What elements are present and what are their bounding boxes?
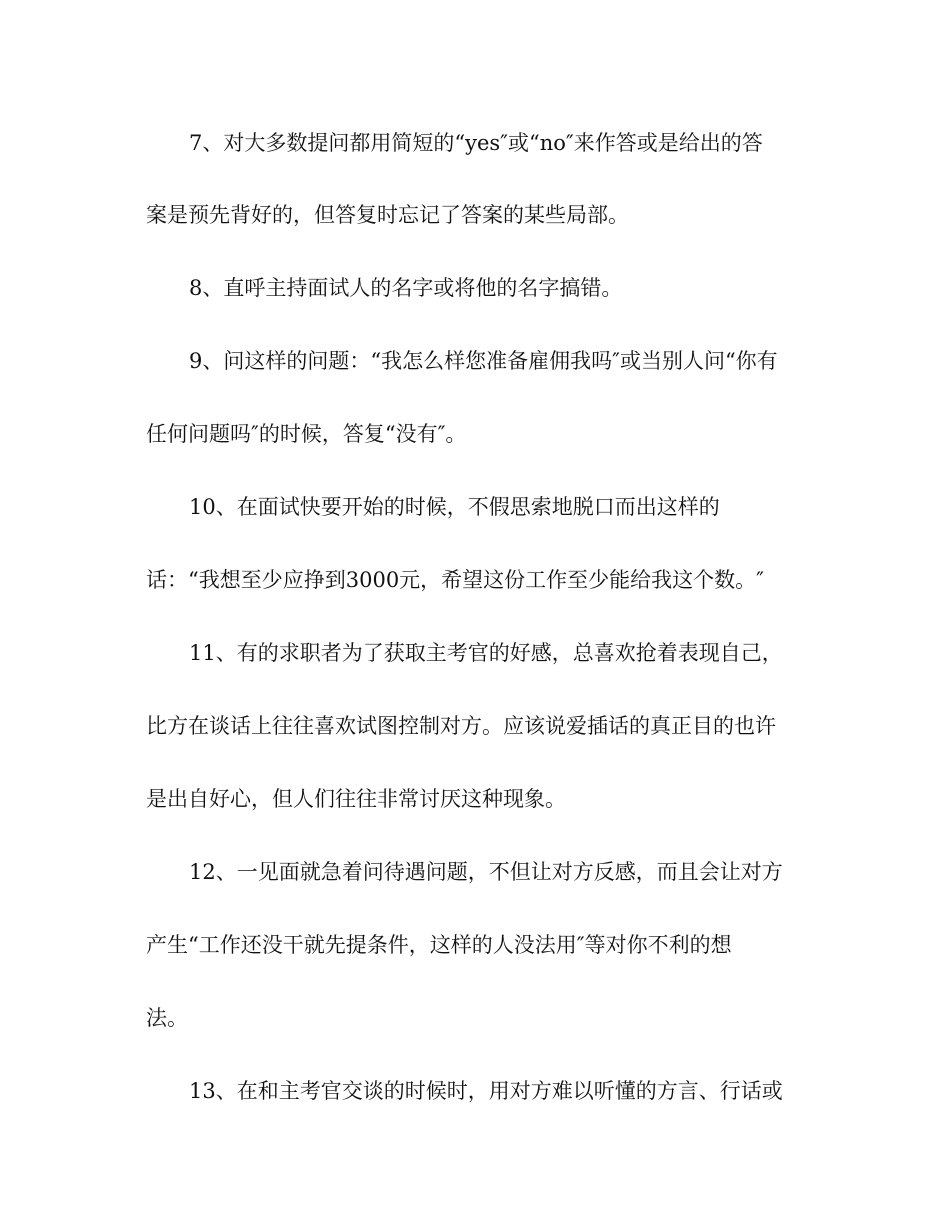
paragraph-11-line-2: 比方在谈话上往往喜欢试图控制对方。应该说爱插话的真正目的也许 — [146, 714, 776, 738]
paragraph-7-line-1: 7、对大多数提问都用简短的“yes″或“no″来作答或是给出的答 — [189, 131, 763, 155]
paragraph-12-line-2: 产生“工作还没干就先提条件，这样的人没法用″等对你不利的想 — [146, 933, 732, 957]
paragraph-7-line-2: 案是预先背好的，但答复时忘记了答案的某些局部。 — [146, 203, 629, 227]
paragraph-10-line-2: 话：“我想至少应挣到3000元，希望这份工作至少能给我这个数。″ — [146, 568, 765, 592]
paragraph-9-line-2: 任何问题吗″的时候，答复“没有″。 — [146, 422, 467, 446]
paragraph-8-line-1: 8、直呼主持面试人的名字或将他的名字搞错。 — [189, 276, 623, 300]
paragraph-11-line-3: 是出自好心，但人们往往非常讨厌这种现象。 — [146, 787, 566, 811]
paragraph-11-line-1: 11、有的求职者为了获取主考官的好感，总喜欢抢着表现自己， — [189, 641, 783, 665]
paragraph-10-line-1: 10、在面试快要开始的时候，不假思索地脱口而出这样的 — [189, 495, 720, 519]
paragraph-12-line-1: 12、一见面就急着问待遇问题，不但让对方反感，而且会让对方 — [189, 860, 783, 884]
paragraph-9-line-1: 9、问这样的问题：“我怎么样您准备雇佣我吗″或当别人问“你有 — [189, 349, 778, 373]
paragraph-12-line-3: 法。 — [146, 1006, 188, 1030]
paragraph-13-line-1: 13、在和主考官交谈的时候时，用对方难以听懂的方言、行话或 — [189, 1079, 783, 1103]
